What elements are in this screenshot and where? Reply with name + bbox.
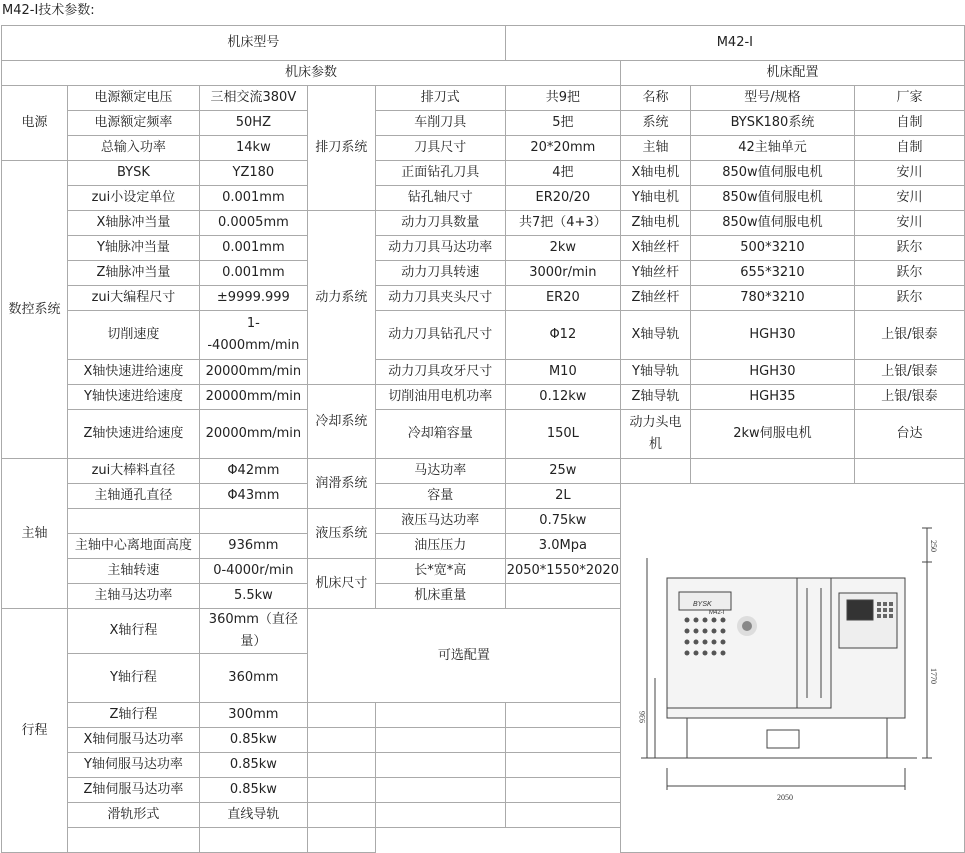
param-value: ±9999.999: [199, 286, 307, 311]
group-travel: 行程: [2, 609, 68, 853]
mid-param-value: ER20/20: [505, 186, 620, 211]
config-model: 780*3210: [690, 286, 854, 311]
config-name: [620, 459, 690, 484]
config-maker: 安川: [854, 186, 964, 211]
param-label: Y轴快速进给速度: [67, 385, 199, 410]
mid-param-value: 5把: [505, 111, 620, 136]
table-row: [2, 161, 965, 186]
table-row: [2, 136, 965, 161]
config-model: 42主轴单元: [690, 136, 854, 161]
empty-cell: [307, 828, 375, 853]
mid-param-label: 刀具尺寸: [375, 136, 505, 161]
mid-param-value: 共9把: [505, 86, 620, 111]
table-row: [2, 311, 965, 360]
empty-cell: [199, 828, 307, 853]
param-value: 300mm: [199, 703, 307, 728]
param-value: Φ42mm: [199, 459, 307, 484]
param-label: X轴行程: [67, 609, 199, 654]
param-label: X轴伺服马达功率: [67, 728, 199, 753]
mid-param-label: 马达功率: [375, 459, 505, 484]
mid-param-label: 排刀式: [375, 86, 505, 111]
config-name: 动力头电 机: [620, 410, 690, 459]
mid-param-label: 切削油用电机功率: [375, 385, 505, 410]
mid-param-value: [505, 584, 620, 609]
machine-drawing-svg: [627, 518, 957, 818]
param-value: 360mm（直径 量）: [199, 609, 307, 654]
table-row: [2, 385, 965, 410]
spec-table: [1, 25, 965, 853]
mid-param-value: 25w: [505, 459, 620, 484]
param-label: BYSK: [67, 161, 199, 186]
group-cnc: 数控系统: [2, 161, 68, 459]
config-model: [690, 459, 854, 484]
param-value: 0.001mm: [199, 186, 307, 211]
mid-param-label: 油压压力: [375, 534, 505, 559]
config-model: HGH30: [690, 360, 854, 385]
config-model: 2kw伺服电机: [690, 410, 854, 459]
svg-text:BYSK: BYSK: [693, 601, 713, 608]
mid-param-label: 正面钻孔刀具: [375, 161, 505, 186]
param-label: X轴脉冲当量: [67, 211, 199, 236]
param-value: 0.0005mm: [199, 211, 307, 236]
config-name: X轴电机: [620, 161, 690, 186]
param-label: 切削速度: [67, 311, 199, 360]
group-coolant: 冷却系统: [307, 385, 375, 459]
config-maker: 跃尔: [854, 261, 964, 286]
config-name: Z轴丝杆: [620, 286, 690, 311]
model-value-cell: M42-I: [505, 26, 964, 61]
table-row: [2, 26, 965, 61]
param-value: YZ180: [199, 161, 307, 186]
config-model: 655*3210: [690, 261, 854, 286]
mid-param-value: M10: [505, 360, 620, 385]
mid-param-label: 动力刀具转速: [375, 261, 505, 286]
param-label: Z轴行程: [67, 703, 199, 728]
param-label: [67, 509, 199, 534]
svg-text:2050: 2050: [777, 793, 794, 802]
section-params-header: 机床参数: [2, 61, 621, 86]
table-row: [2, 236, 965, 261]
group-tool-row: 排刀系统: [307, 86, 375, 211]
param-label: Z轴脉冲当量: [67, 261, 199, 286]
mid-param-value: 3.0Mpa: [505, 534, 620, 559]
config-maker: 跃尔: [854, 286, 964, 311]
mid-param-value: 共7把（4+3）: [505, 211, 620, 236]
table-row: [2, 86, 965, 111]
group-power: 电源: [2, 86, 68, 161]
mid-param-label: 钻孔轴尺寸: [375, 186, 505, 211]
group-size: 机床尺寸: [307, 559, 375, 609]
empty-cell: [505, 778, 620, 803]
param-value: [199, 509, 307, 534]
mid-param-value: 4把: [505, 161, 620, 186]
config-header-model: 型号/规格: [690, 86, 854, 111]
empty-cell: [307, 753, 375, 778]
empty-cell: [307, 728, 375, 753]
config-name: Y轴电机: [620, 186, 690, 211]
config-model: HGH35: [690, 385, 854, 410]
param-value: 14kw: [199, 136, 307, 161]
config-model: BYSK180系统: [690, 111, 854, 136]
config-header-name: 名称: [620, 86, 690, 111]
param-value: 0.001mm: [199, 236, 307, 261]
param-value: 直线导轨: [199, 803, 307, 828]
group-hydraulic: 液压系统: [307, 509, 375, 559]
config-model: 850w值伺服电机: [690, 186, 854, 211]
config-name: X轴丝杆: [620, 236, 690, 261]
param-value: Φ43mm: [199, 484, 307, 509]
empty-cell: [505, 753, 620, 778]
config-maker: 上银/银泰: [854, 385, 964, 410]
param-value: 50HZ: [199, 111, 307, 136]
config-maker: 自制: [854, 136, 964, 161]
svg-text:1770: 1770: [929, 668, 939, 684]
empty-cell: [505, 803, 620, 828]
param-label: 电源额定电压: [67, 86, 199, 111]
empty-cell: [375, 778, 505, 803]
param-value: 三相交流380V: [199, 86, 307, 111]
param-label: Y轴行程: [67, 654, 199, 703]
config-name: Y轴导轨: [620, 360, 690, 385]
param-value: 5.5kw: [199, 584, 307, 609]
svg-text:936: 936: [638, 711, 648, 723]
group-live-tool: 动力系统: [307, 211, 375, 385]
spec-table-body: [2, 26, 965, 853]
empty-cell: [505, 728, 620, 753]
param-value: 20000mm/min: [199, 360, 307, 385]
mid-param-label: 机床重量: [375, 584, 505, 609]
param-value: 20000mm/min: [199, 385, 307, 410]
config-maker: 上银/银泰: [854, 360, 964, 385]
optional-config-cell: 可选配置: [307, 609, 620, 703]
param-label: 滑轨形式: [67, 803, 199, 828]
config-name: Z轴电机: [620, 211, 690, 236]
section-config-header: 机床配置: [620, 61, 964, 86]
config-maker: 安川: [854, 161, 964, 186]
config-name: 主轴: [620, 136, 690, 161]
config-maker: 台达: [854, 410, 964, 459]
table-row: [2, 186, 965, 211]
empty-cell: [375, 728, 505, 753]
param-value: 20000mm/min: [199, 410, 307, 459]
svg-text:M42-I: M42-I: [709, 610, 725, 616]
config-model: 850w值伺服电机: [690, 211, 854, 236]
mid-param-value: Φ12: [505, 311, 620, 360]
empty-cell: [375, 803, 505, 828]
param-label: zui大编程尺寸: [67, 286, 199, 311]
table-row: [2, 111, 965, 136]
config-maker: 跃尔: [854, 236, 964, 261]
config-model: HGH30: [690, 311, 854, 360]
param-label: Z轴伺服马达功率: [67, 778, 199, 803]
mid-param-value: 0.75kw: [505, 509, 620, 534]
param-label: 总输入功率: [67, 136, 199, 161]
machine-drawing: [620, 484, 964, 853]
mid-param-label: 容量: [375, 484, 505, 509]
table-row: [2, 261, 965, 286]
mid-param-value: ER20: [505, 286, 620, 311]
param-label: 主轴马达功率: [67, 584, 199, 609]
table-row: [2, 211, 965, 236]
config-name: X轴导轨: [620, 311, 690, 360]
param-label: Z轴快速进给速度: [67, 410, 199, 459]
empty-cell: [307, 778, 375, 803]
config-maker: 安川: [854, 211, 964, 236]
mid-param-label: 动力刀具攻牙尺寸: [375, 360, 505, 385]
mid-param-value: 2kw: [505, 236, 620, 261]
config-maker: 自制: [854, 111, 964, 136]
mid-param-label: 冷却箱容量: [375, 410, 505, 459]
mid-param-value: 3000r/min: [505, 261, 620, 286]
model-label-cell: 机床型号: [2, 26, 506, 61]
group-lube: 润滑系统: [307, 459, 375, 509]
empty-cell: [307, 703, 375, 728]
param-label: Y轴伺服马达功率: [67, 753, 199, 778]
table-row: [2, 459, 965, 484]
empty-cell: [67, 828, 199, 853]
config-name: Y轴丝杆: [620, 261, 690, 286]
table-row: [2, 61, 965, 86]
empty-cell: [375, 753, 505, 778]
mid-param-label: 动力刀具夹头尺寸: [375, 286, 505, 311]
empty-cell: [505, 703, 620, 728]
config-name: 系统: [620, 111, 690, 136]
param-label: 电源额定频率: [67, 111, 199, 136]
mid-param-label: 车削刀具: [375, 111, 505, 136]
param-value: 0.85kw: [199, 728, 307, 753]
mid-param-value: 2050*1550*2020: [505, 559, 620, 584]
mid-param-label: 长*宽*高: [375, 559, 505, 584]
mid-param-label: 动力刀具马达功率: [375, 236, 505, 261]
mid-param-value: 0.12kw: [505, 385, 620, 410]
param-label: 主轴中心离地面高度: [67, 534, 199, 559]
param-value: 936mm: [199, 534, 307, 559]
table-row: [2, 484, 965, 509]
empty-cell: [375, 703, 505, 728]
svg-text:250: 250: [929, 540, 939, 552]
group-spindle: 主轴: [2, 459, 68, 609]
param-label: zui大棒料直径: [67, 459, 199, 484]
mid-param-label: 液压马达功率: [375, 509, 505, 534]
mid-param-value: 20*20mm: [505, 136, 620, 161]
empty-cell: [307, 803, 375, 828]
table-row: [2, 286, 965, 311]
config-maker: 上银/银泰: [854, 311, 964, 360]
mid-param-value: 150L: [505, 410, 620, 459]
mid-param-label: 动力刀具钻孔尺寸: [375, 311, 505, 360]
config-maker: [854, 459, 964, 484]
param-value: 0.85kw: [199, 778, 307, 803]
param-value: 1- -4000mm/min: [199, 311, 307, 360]
param-value: 0.85kw: [199, 753, 307, 778]
param-label: 主轴转速: [67, 559, 199, 584]
param-value: 0-4000r/min: [199, 559, 307, 584]
table-row: [2, 410, 965, 459]
param-label: X轴快速进给速度: [67, 360, 199, 385]
param-label: zui小设定单位: [67, 186, 199, 211]
mid-param-value: 2L: [505, 484, 620, 509]
param-label: 主轴通孔直径: [67, 484, 199, 509]
table-row: [2, 360, 965, 385]
page-heading: M42-I技术参数:: [2, 3, 95, 18]
mid-param-label: 动力刀具数量: [375, 211, 505, 236]
param-value: 0.001mm: [199, 261, 307, 286]
config-model: 850w值伺服电机: [690, 161, 854, 186]
config-model: 500*3210: [690, 236, 854, 261]
param-value: 360mm: [199, 654, 307, 703]
param-label: Y轴脉冲当量: [67, 236, 199, 261]
config-name: Z轴导轨: [620, 385, 690, 410]
config-header-maker: 厂家: [854, 86, 964, 111]
